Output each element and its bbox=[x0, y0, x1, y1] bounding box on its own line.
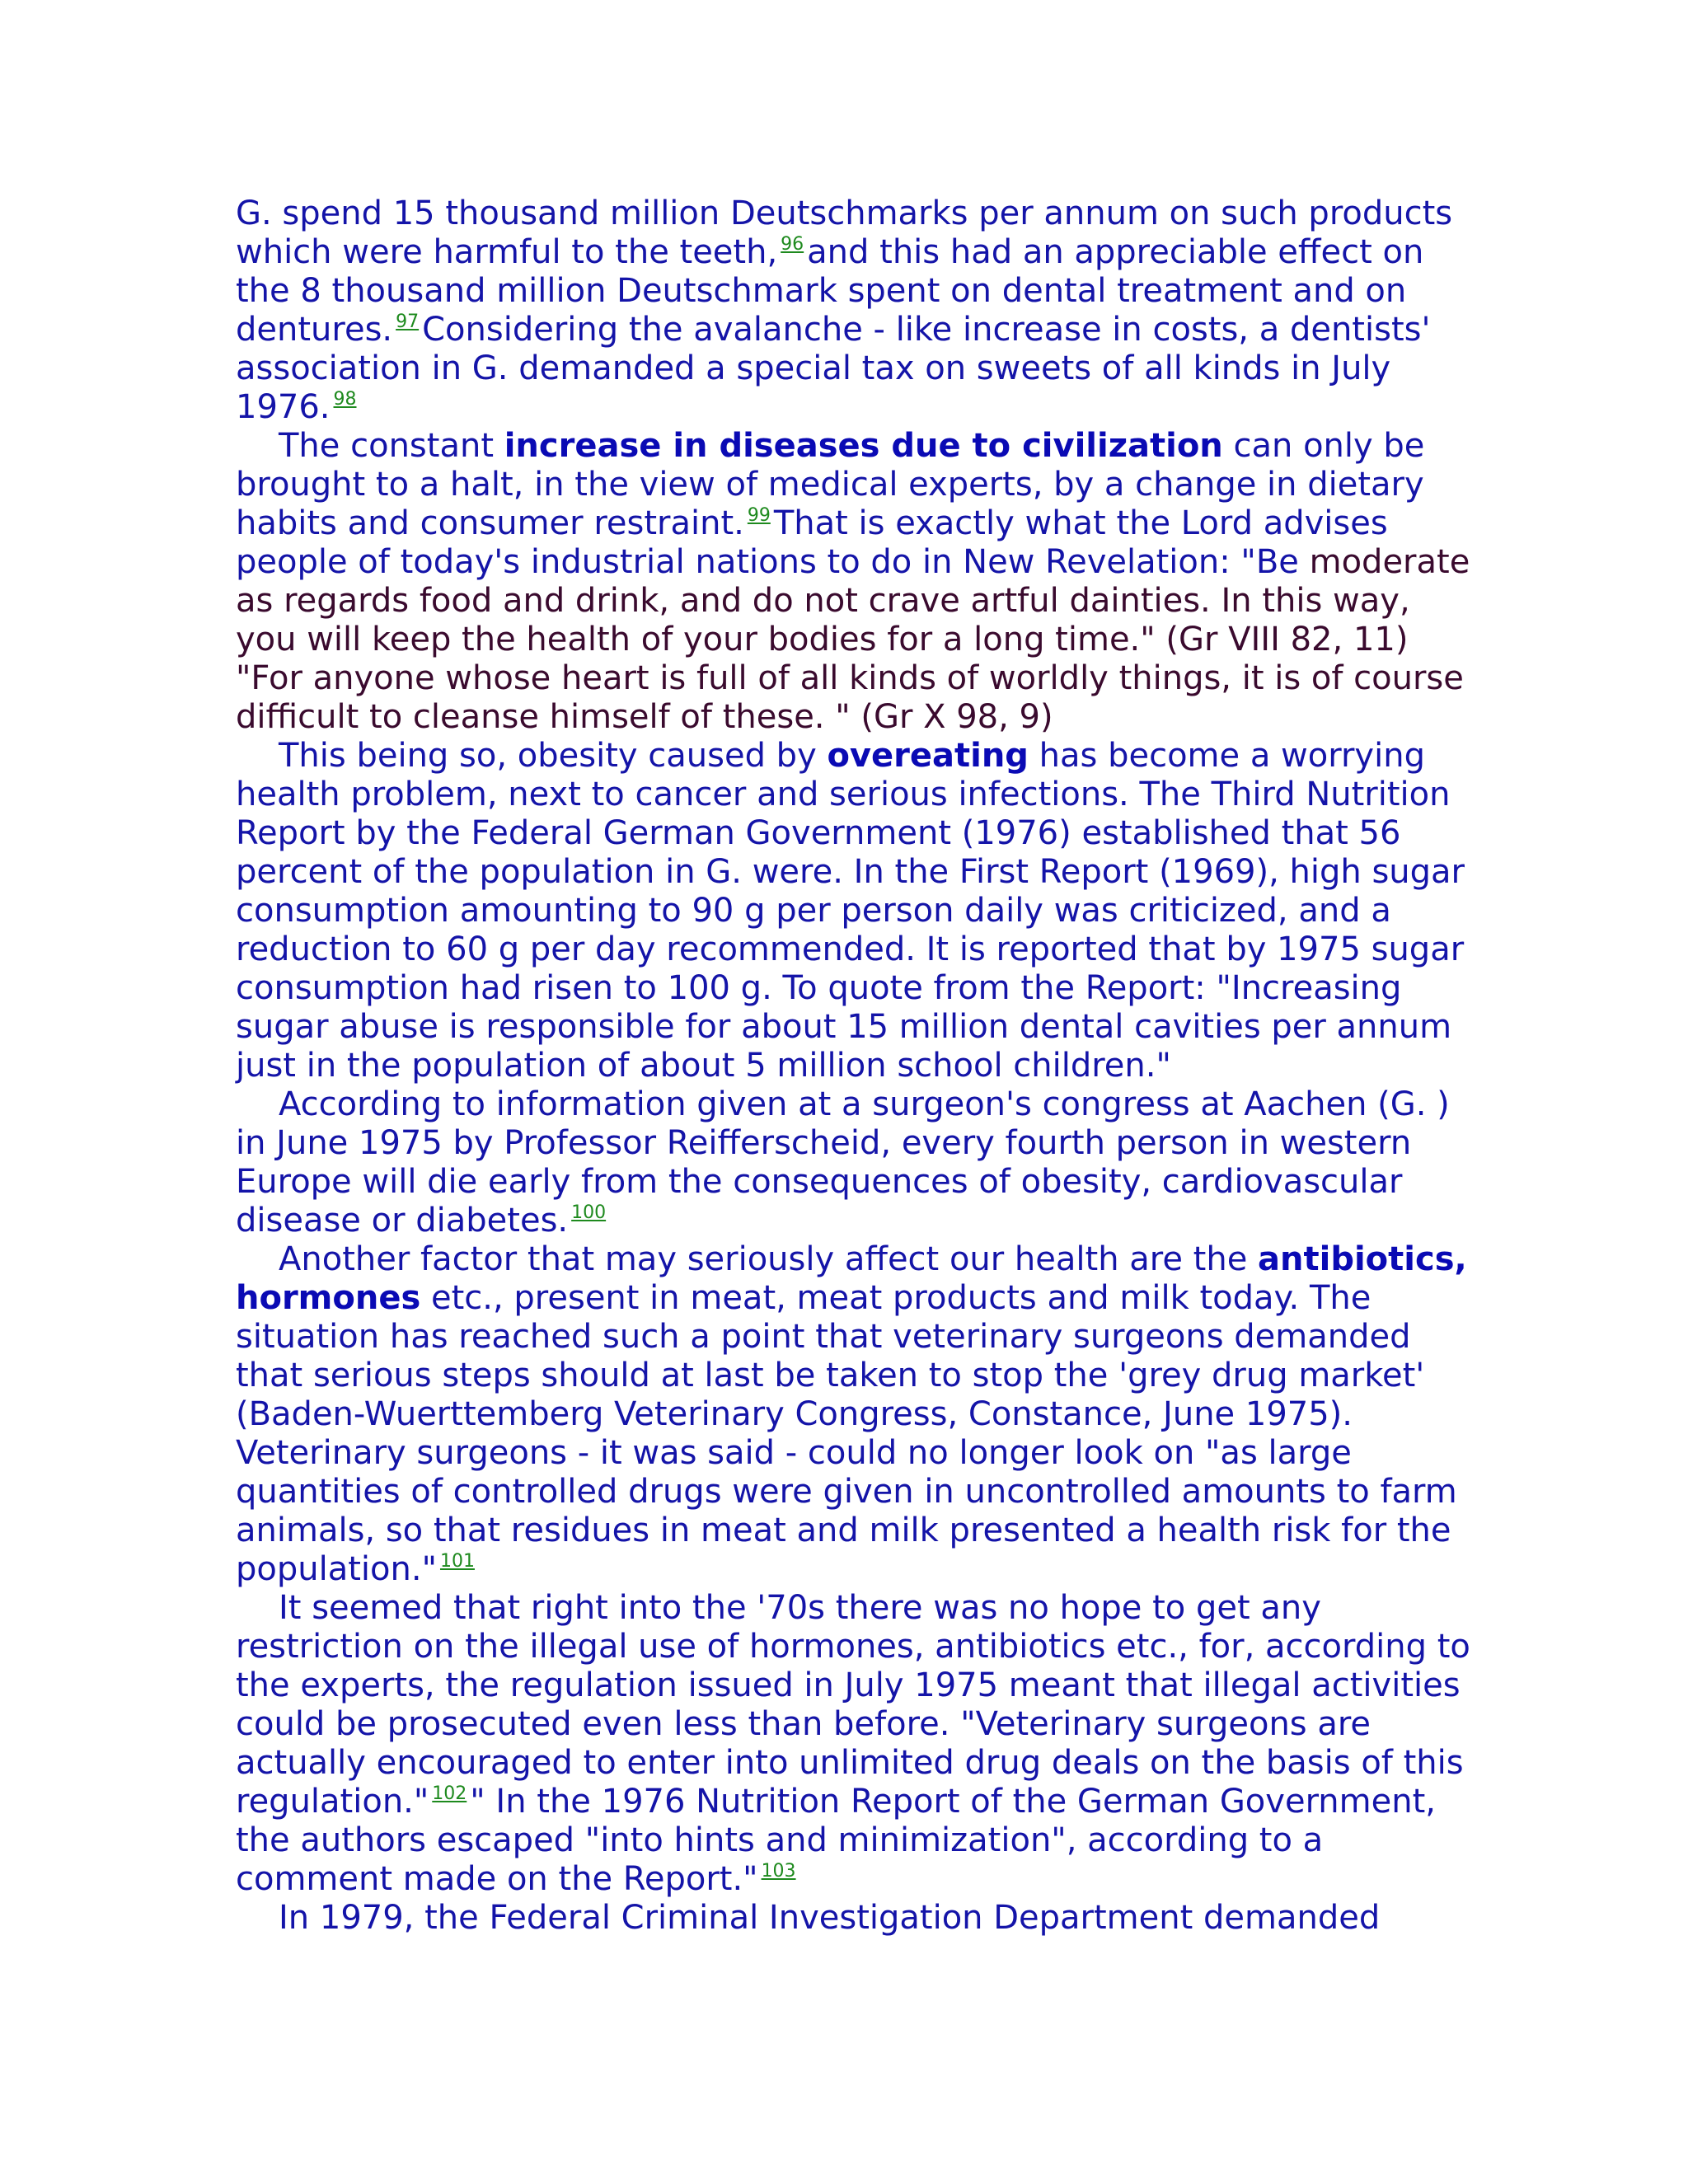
paragraph-7 bbox=[236, 1899, 1472, 1938]
footnote-link-98[interactable]: 98 bbox=[333, 389, 357, 410]
paragraph-5 bbox=[236, 1240, 1472, 1589]
paragraph-text: has become a worrying health problem, next to cancer and serious infections. The Third Nutrition Report by the Federal German Government (1976) established that 56 percent of the population in G. were. In the First Report (1969), high sugar consumption amounting to 90 g per person daily was criticized, and a reduction to 60 g per day recommended. It is reported that by 1975 sugar consumption had risen to 100 g. To quote from the Report: "Increasing sugar abuse is responsible for about 15 million dental cavities per annum just in the population of about 5 million school children." bbox=[236, 737, 1465, 1085]
footnote-link-99[interactable]: 99 bbox=[747, 505, 771, 526]
paragraph-text: etc., present in meat, meat products and milk today. The situation has reached such a point that veterinary surgeons demanded that serious steps should at last be taken to stop the 'grey drug market' (Baden-Wuerttemberg Veterinary Congress, Constance, June 1975). Veterinary surgeons - it was said - could no longer look on "as large quantities of controlled drugs were given in uncontrolled amounts to farm animals, so that residues in meat and milk presented a health risk for the population." bbox=[236, 1279, 1457, 1588]
paragraph-text: and this had an appreciable effect on the 8 thousand million Deutschmark spent on dental treatment and on dentures. bbox=[236, 233, 1424, 349]
paragraph-text: According to information given at a surgeon's congress at Aachen (G. ) in June 1975 by Professor Reifferscheid, every fourth person in western Europe will die early from the consequences of obesity, cardiovascular disease or diabetes. bbox=[236, 1085, 1450, 1240]
bold-term: increase in diseases due to civilization bbox=[504, 427, 1223, 465]
document-page bbox=[236, 194, 1472, 1938]
paragraph-2 bbox=[236, 427, 1472, 737]
paragraph-3 bbox=[236, 737, 1472, 1085]
footnote-link-96[interactable]: 96 bbox=[781, 234, 804, 255]
footnote-link-103[interactable]: 103 bbox=[761, 1861, 796, 1882]
paragraph-6 bbox=[236, 1589, 1472, 1899]
footnote-link-100[interactable]: 100 bbox=[571, 1202, 607, 1223]
bold-term: antibiotics, hormones bbox=[236, 1240, 1467, 1317]
paragraph-text: " In the 1976 Nutrition Report of the German Government, the authors escaped "into hints and minimization", according to a comment made on the Report." bbox=[236, 1783, 1436, 1898]
paragraph-text: Another factor that may seriously affect our health are the bbox=[279, 1240, 1259, 1278]
paragraph-text: That is exactly what the Lord advises people of today's industrial nations to do in New Revelation: "Be bbox=[236, 504, 1388, 581]
footnote-link-97[interactable]: 97 bbox=[396, 312, 420, 332]
paragraph-4 bbox=[236, 1085, 1472, 1240]
paragraph-text: In 1979, the Federal Criminal Investigation Department demanded bbox=[279, 1899, 1381, 1937]
scripture-quote: moderate as regards food and drink, and do not crave artful dainties. In this way, you will keep the health of your bodies for a long time." (Gr VIII 82, 11) "For anyone whose heart is full of all kinds of worldly things, it is of course difficult to cleanse himself of these. " (Gr X 98, 9) bbox=[236, 543, 1470, 736]
footnote-link-101[interactable]: 101 bbox=[439, 1551, 475, 1572]
paragraph-text: It seemed that right into the '70s there was no hope to get any restriction on the illegal use of hormones, antibiotics etc., for, according to the experts, the regulation issued in July 1975 meant that illegal activities could be prosecuted even less than before. "Veterinary surgeons are actually encouraged to enter into unlimited drug deals on the basis of this regulation." bbox=[236, 1589, 1470, 1821]
paragraph-text: can only be brought to a halt, in the view of medical experts, by a change in dietary habits and consumer restraint. bbox=[236, 427, 1425, 542]
paragraph-text: This being so, obesity caused by bbox=[279, 737, 828, 775]
paragraph-text: G. spend 15 thousand million Deutschmarks per annum on such products which were harmful to the teeth, bbox=[236, 194, 1453, 271]
paragraph-1 bbox=[236, 194, 1472, 427]
bold-term: overeating bbox=[827, 737, 1029, 775]
footnote-link-102[interactable]: 102 bbox=[432, 1783, 467, 1804]
paragraph-text: Considering the avalanche - like increase in costs, a dentists' association in G. demanded a special tax on sweets of all kinds in July 1976. bbox=[236, 311, 1431, 426]
paragraph-text: The constant bbox=[279, 427, 504, 465]
